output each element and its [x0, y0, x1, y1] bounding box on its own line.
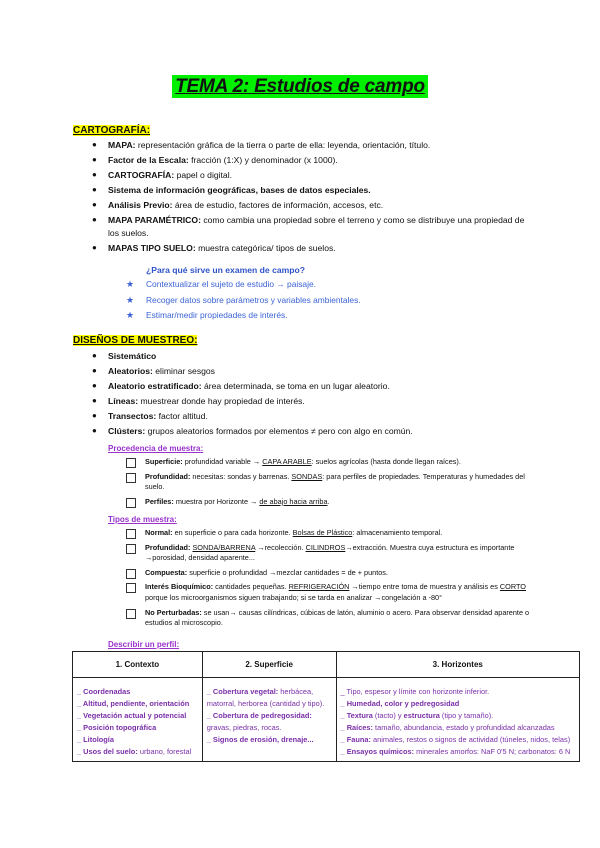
list-item: ● MAPA: representación gráfica de la tierra o parte de ella: leyenda, orientación, título. — [92, 140, 431, 150]
list-item: ★ Recoger datos sobre parámetros y variables ambientales. — [126, 294, 361, 305]
bullet-icon: ● — [92, 396, 97, 406]
list-item: Interés Bioquímico: cantidades pequeñas. REFRIGERACIÓN →tiempo entre toma de muestra y análisis es CORTO porque los microorganismos siguen trabajando; si se tarda en analizar →congelación a -80° — [126, 582, 532, 603]
bullet-icon: ● — [92, 170, 97, 180]
list-item: Profundidad: SONDA/BARRENA →recolección. CILINDROS→extracción. Muestra cuya estructura es importante →porosidad, densidad aparente... — [126, 543, 532, 564]
bullet-icon: ● — [92, 215, 97, 225]
bullet-icon: ● — [92, 140, 97, 149]
cartografia-list — [92, 139, 528, 257]
table-cell-contexto: _ Coordenadas _ Altitud, pendiente, orientación _ Vegetación actual y potencial _ Posición topográfica _ Litología _ Usos del suelo: urbano, forestal — [73, 678, 203, 762]
list-item: Normal: en superficie o para cada horizonte. Bolsas de Plástico: almacenamiento temporal. — [126, 528, 532, 539]
procedencia-heading: Procedencia de muestra: — [108, 444, 204, 453]
examen-question: ¿Para qué sirve un examen de campo? — [146, 265, 306, 275]
checkbox-icon — [126, 609, 136, 619]
table-cell-horizontes: _ Tipo, espesor y límite con horizonte inferior. _ Humedad, color y pedregosidad _ Textura (tacto) y estructura (tipo y tamaño). _ Raíces: tamaño, abundancia, estado y profundidad alcanzadas _ Fauna: animales, restos o signos de actividad (túneles, nidos, telas) _ Ensayos químicos: minerales amorfos: NaF 0'5 N; carbonatos: 6 N — [336, 678, 579, 762]
bullet-icon: ● — [92, 243, 97, 253]
bullet-icon: ● — [92, 411, 97, 421]
table-header-horizontes: 3. Horizontes — [336, 652, 579, 678]
list-item: Profundidad: necesitas: sondas y barrenas. SONDAS: para perfiles de propiedades. Temperaturas y humedades del suelo. — [126, 472, 532, 493]
bullet-icon: ● — [92, 381, 97, 391]
list-item: ★ Estimar/medir propiedades de interés. — [126, 310, 288, 320]
section-cartografia-heading: CARTOGRAFÍA: — [73, 125, 151, 136]
examen-answers — [126, 278, 361, 325]
star-icon: ★ — [126, 310, 135, 320]
checkbox-icon — [126, 529, 136, 539]
star-icon: ★ — [126, 294, 135, 305]
table-header-contexto: 1. Contexto — [73, 652, 203, 678]
table-header-superficie: 2. Superficie — [202, 652, 336, 678]
tipos-heading: Tipos de muestra: — [108, 515, 177, 524]
procedencia-list — [126, 457, 532, 511]
bullet-icon: ● — [92, 155, 97, 165]
list-item: ● CARTOGRAFÍA: papel o digital. — [92, 170, 233, 181]
checkbox-icon — [126, 458, 136, 468]
list-item: ● Factor de la Escala: fracción (1:X) y denominador (x 1000). — [92, 155, 338, 166]
bullet-icon: ● — [92, 185, 97, 195]
list-item: ● Aleatorio estratificado: área determinada, se toma en un lugar aleatorio. — [92, 381, 390, 392]
list-item: ● Análisis Previo: área de estudio, factores de información, accesos, etc. — [92, 200, 384, 211]
bullet-icon: ● — [92, 351, 97, 360]
checkbox-icon — [126, 569, 136, 579]
list-item: ● Sistema de información geográficas, bases de datos especiales. — [92, 185, 371, 196]
star-icon: ★ — [126, 279, 135, 289]
list-item: ● Transectos: factor altitud. — [92, 411, 208, 422]
tipos-list — [126, 528, 532, 633]
list-item: ● MAPAS TIPO SUELO: muestra categórica/ tipos de suelos. — [92, 243, 336, 254]
checkbox-icon — [126, 544, 136, 554]
bullet-icon: ● — [92, 426, 97, 436]
list-item: Superficie: profundidad variable → CAPA ARABLE: suelos agrícolas (hasta donde llegan raíces). — [126, 457, 532, 468]
list-item: ● Aleatorios: eliminar sesgos — [92, 366, 215, 377]
bullet-icon: ● — [92, 366, 97, 376]
table-cell-superficie: _ Cobertura vegetal: herbácea, matorral, herborea (cantidad y tipo). _ Cobertura de pedregosidad: gravas, piedras, rocas. _ Signos de erosión, drenaje... — [202, 678, 336, 762]
section-muestreo-heading: DISEÑOS DE MUESTREO: — [73, 335, 198, 346]
list-item: ● Clústers: grupos aleatorios formados por elementos ≠ pero con algo en común. — [92, 426, 413, 437]
list-item: Perfiles: muestra por Horizonte → de abajo hacia arriba. — [126, 497, 532, 508]
list-item: Compuesta: superficie o profundidad →mezclar cantidades = de + puntos. — [126, 568, 532, 579]
list-item: ● Sistemático — [92, 351, 157, 361]
perfil-table — [72, 651, 580, 762]
checkbox-icon — [126, 583, 136, 593]
perfil-heading: Describir un perfil: — [108, 640, 180, 649]
checkbox-icon — [126, 498, 136, 508]
list-item: ● Líneas: muestrear donde hay propiedad de interés. — [92, 396, 305, 407]
list-item: No Perturbadas: se usan→ causas cilíndricas, cúbicas de latón, aluminio o acero. Para observar densidad aparente o estudios al microscopio. — [126, 608, 532, 629]
muestreo-list — [92, 350, 528, 441]
list-item: ★ Contextualizar el sujeto de estudio → paisaje. — [126, 279, 316, 289]
list-item: ● MAPA PARAMÉTRICO: como cambia una propiedad sobre el terreno y como se distribuye una propiedad de los suelos. — [92, 215, 525, 239]
page-title: TEMA 2: Estudios de campo — [0, 76, 600, 98]
bullet-icon: ● — [92, 200, 97, 210]
checkbox-icon — [126, 473, 136, 483]
